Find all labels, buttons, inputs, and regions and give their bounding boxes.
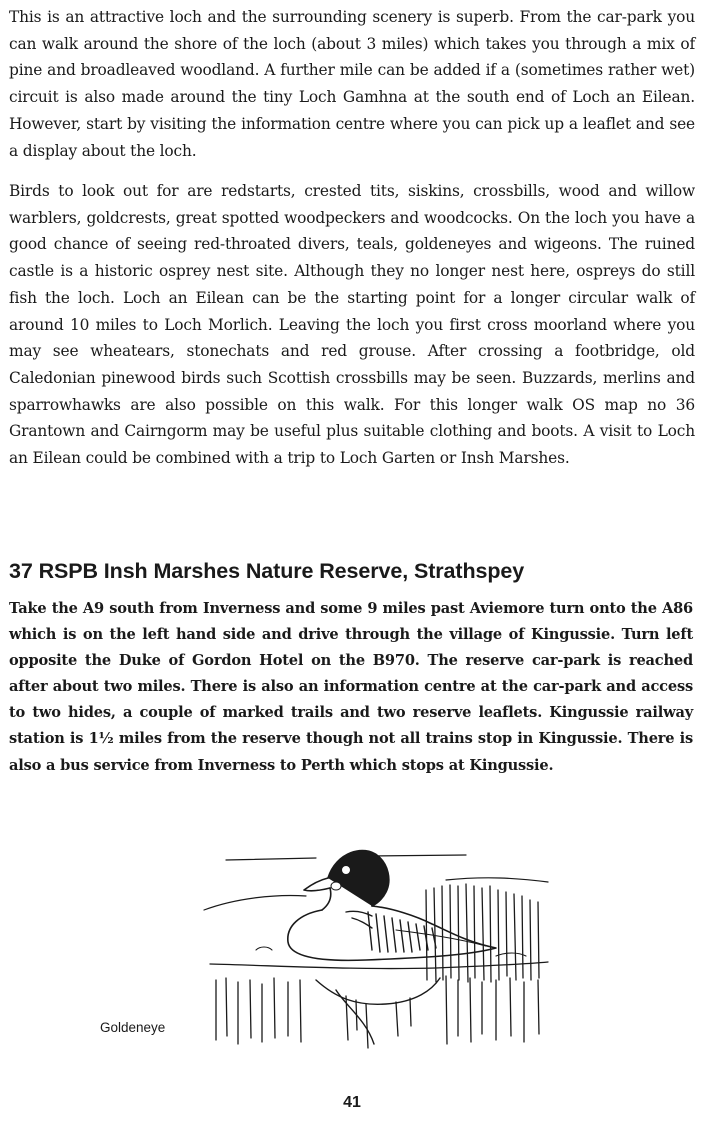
page-number: 41	[343, 1094, 361, 1111]
illustration-caption: Goldeneye	[100, 1020, 166, 1035]
directions-paragraph: Take the A9 south from Inverness and some 9 miles past Aviemore turn onto the A86 which is on the left hand side and drive through the village of Kingussie. Turn left opposite the Duke of Gordon Hotel on the B970. The reserve car-park is reached after about two miles. There is also an information centre at the car-park and access to two hides, a couple of marked trails and two reserve leaflets. Kingussie railway station is 1½ miles from the reserve though not all trains stop in Kingussie. There is also a bus service from Inverness to Perth which stops at Kingussie.	[9, 600, 693, 774]
body-paragraph-2: Birds to look out for are redstarts, crested tits, siskins, crossbills, wood and willow warblers, goldcrests, great spotted woodpeckers and woodcocks. On the loch you have a good chance of seeing red-throated divers, teals, goldeneyes and wigeons. The ruined castle is a historic osprey nest site. Although they no longer nest here, ospreys do still fish the loch. Loch an Eilean can be the starting point for a longer circular walk of around 10 miles to Loch Morlich. Leaving the loch you first cross moorland where you may see wheatears, stonechats and red grouse. After crossing a footbridge, old Caledonian pinewood birds such Scottish crossbills may be seen. Buzzards, merlins and sparrowhawks are also possible on this walk. For this longer walk OS map no 36 Grantown and Cairngorm may be useful plus suitable clothing and boots. A visit to Loch an Eilean could be combined with a trip to Loch Garten or Insh Marshes.	[9, 182, 695, 468]
goldeneye-illustration	[196, 830, 556, 1052]
section-heading: 37 RSPB Insh Marshes Nature Reserve, Strathspey	[9, 559, 525, 583]
body-paragraph-1: This is an attractive loch and the surrounding scenery is superb. From the car-park you can walk around the shore of the loch (about 3 miles) which takes you through a mix of pine and broadleaved woodland. A further mile can be added if a (sometimes rather wet) circuit is also made around the tiny Loch Gamhna at the south end of Loch an Eilean. However, start by visiting the information centre where you can pick up a leaflet and see a display about the loch.	[9, 8, 695, 160]
